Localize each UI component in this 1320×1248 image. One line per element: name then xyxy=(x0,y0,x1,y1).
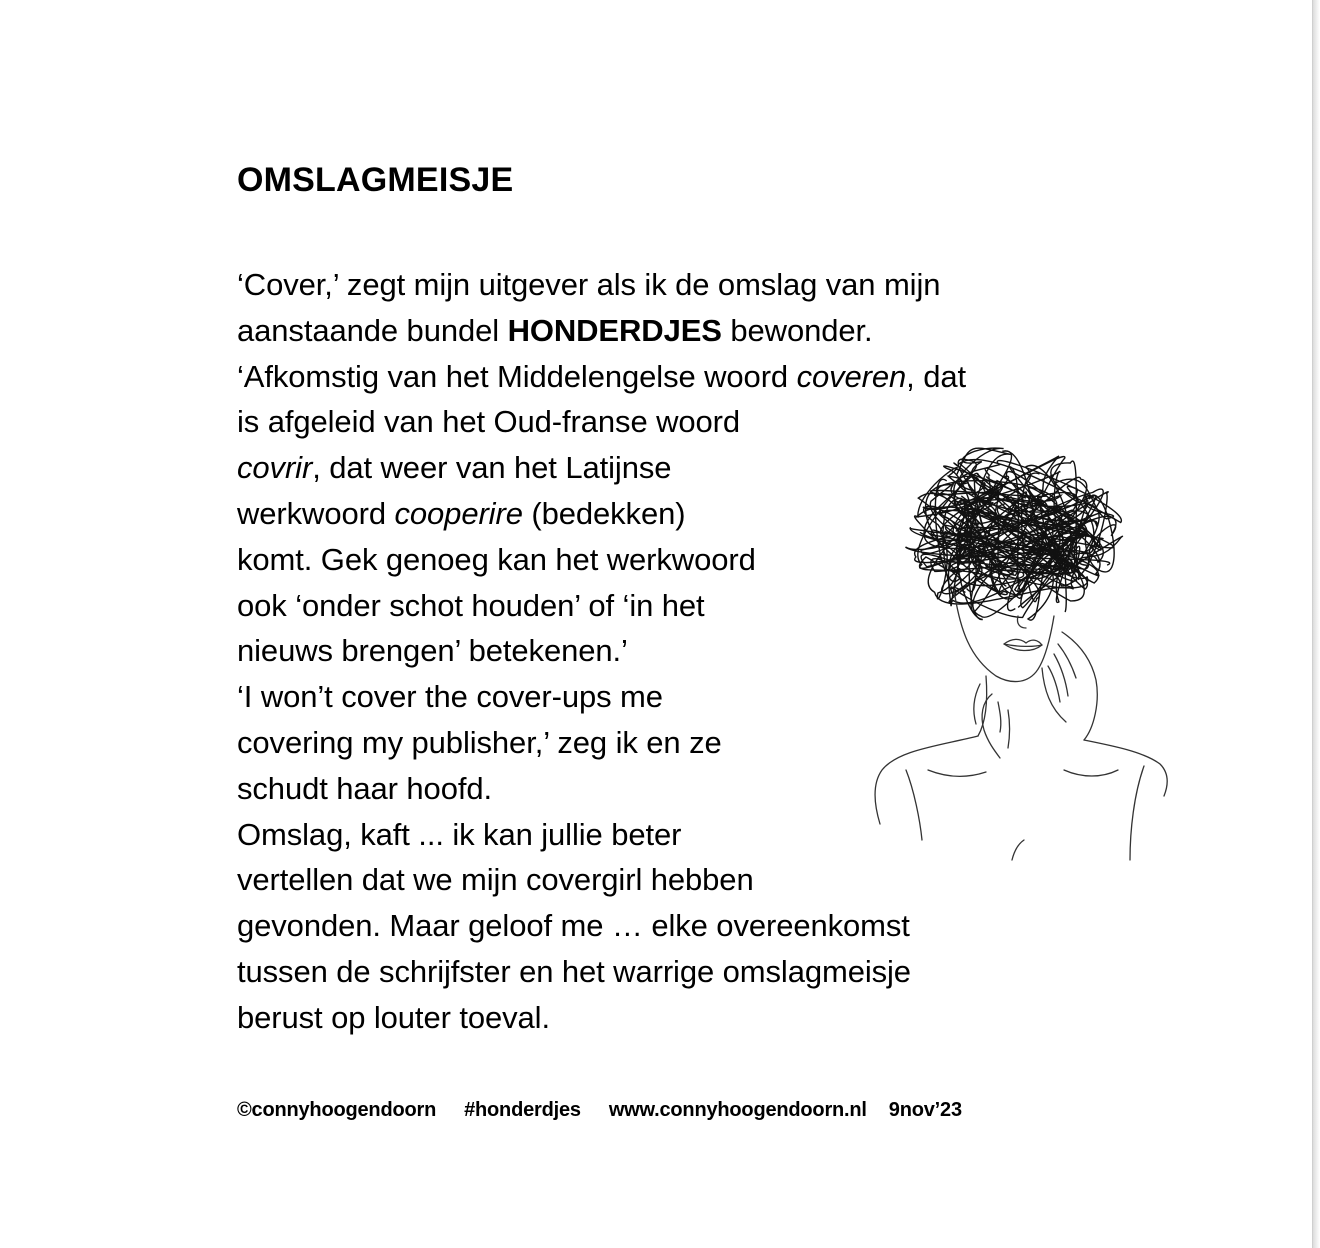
poem-line xyxy=(237,491,966,537)
hashtag-text: #honderdjes xyxy=(464,1099,581,1121)
poem-line xyxy=(237,308,966,354)
poem-text: , dat xyxy=(906,358,966,394)
poem-text: ‘Cover,’ zegt mijn uitgever als ik de omslag van mijn xyxy=(237,267,941,302)
footer xyxy=(237,1096,962,1124)
poem-line xyxy=(237,949,966,995)
poem-line xyxy=(237,995,966,1041)
poem-line xyxy=(237,857,966,903)
poem-text: bewonder. xyxy=(721,312,873,348)
poem-line xyxy=(237,903,966,949)
poem-title: OMSLAGMEISJE xyxy=(237,161,514,199)
date-text: 9nov’23 xyxy=(888,1099,962,1121)
poem-line xyxy=(237,537,966,583)
poem-line xyxy=(237,262,966,308)
poem-text: werkwoord xyxy=(237,495,395,531)
website-text: www.connyhoogendoorn.nl xyxy=(608,1099,867,1121)
poem-text: Omslag, kaft ... ik kan jullie beter xyxy=(237,816,682,852)
poem-text: nieuws brengen’ betekenen.’ xyxy=(237,633,628,669)
poem-line xyxy=(237,812,966,858)
poem-text: ‘I won’t cover the cover-ups me xyxy=(237,679,663,715)
poem-text: ‘Afkomstig van het Middelengelse woord xyxy=(237,358,797,394)
poem-text: schudt haar hoofd. xyxy=(237,770,492,806)
poem-line xyxy=(237,674,966,720)
poem-line xyxy=(237,628,966,674)
poem-line xyxy=(237,720,966,766)
poem-text: , dat weer van het Latijnse xyxy=(312,450,672,486)
line-drawing-woman-scribble-head-icon xyxy=(868,440,1178,880)
poem-line xyxy=(237,445,966,491)
italic-text: covrir xyxy=(237,450,313,486)
italic-text: coveren xyxy=(796,358,907,394)
copyright-text: ©connyhoogendoorn xyxy=(237,1099,437,1121)
poem-text: (bedekken) xyxy=(522,495,686,531)
poem-line xyxy=(237,766,966,812)
poem-line xyxy=(237,399,966,445)
poem-text: berust op louter toeval. xyxy=(237,999,550,1035)
poem-text: gevonden. Maar geloof me … elke overeenkomst xyxy=(237,908,910,944)
poem-line xyxy=(237,583,966,629)
italic-text: cooperire xyxy=(394,495,523,531)
poem-text: tussen de schrijfster en het warrige omslagmeisje xyxy=(237,953,911,989)
poem-line xyxy=(237,354,966,400)
page-edge xyxy=(1312,0,1320,1248)
poem-text: komt. Gek genoeg kan het werkwoord xyxy=(237,541,756,577)
poem-text: aanstaande bundel xyxy=(237,312,508,348)
poem-text: vertellen dat we mijn covergirl hebben xyxy=(237,862,754,898)
poem-text: ook ‘onder schot houden’ of ‘in het xyxy=(237,587,705,623)
poem-text: covering my publisher,’ zeg ik en ze xyxy=(237,724,722,760)
bold-text: HONDERDJES xyxy=(507,312,722,348)
poem-body xyxy=(237,262,966,1041)
poem-text: is afgeleid van het Oud-franse woord xyxy=(237,404,741,440)
